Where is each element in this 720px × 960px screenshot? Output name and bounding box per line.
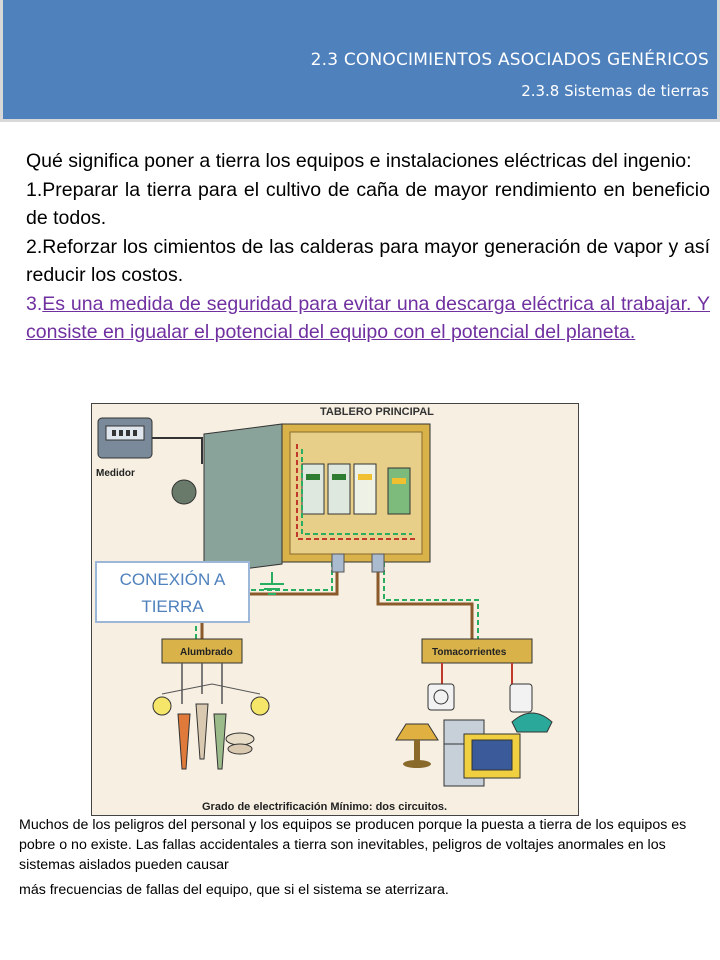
question-block: [26, 147, 710, 347]
option-2-text: Reforzar los cimientos de las calderas para mayor generación de vapor y así reducir los costos.: [26, 235, 710, 286]
panel-door: [204, 424, 282, 574]
meter-icon: [98, 418, 152, 458]
lighting-label: Alumbrado: [180, 647, 233, 658]
option-3-text[interactable]: Es una medida de seguridad para evitar una descarga eléctrica al trabajar. Y consiste en igualar el potencial del equipo con el potencial del planeta.: [26, 292, 710, 343]
option-3-number: 3.: [26, 292, 43, 315]
footer-text-main: Muchos de los peligros del personal y los equipos se producen porque la puesta a tierra de los equipos es pobre o no existe. Las fallas accidentales a tierra son inevitables, peligros de voltajes anormales en los sistemas aislados pueden causar: [19, 817, 687, 873]
breaker-icon: [388, 468, 410, 514]
option-2-number: 2.: [26, 235, 43, 258]
section-subtitle: 2.3.8 Sistemas de tierras: [521, 82, 709, 100]
option-1: [26, 176, 710, 233]
footer-text-last: más frecuencias de fallas del equipo, que si el sistema se aterrizara.: [19, 882, 449, 898]
breaker-icon: [328, 464, 350, 514]
option-1-number: 1.: [26, 178, 43, 201]
option-3-correct-answer[interactable]: [26, 290, 710, 347]
outlet-icon: [510, 684, 532, 712]
breaker-icon: [354, 464, 376, 514]
diagram-caption: Grado de electrificación Mínimo: dos circuitos.: [202, 801, 448, 813]
ground-connection-callout: CONEXIÓN A TIERRA: [95, 561, 250, 623]
slide-header: [0, 0, 720, 122]
option-1-text: Preparar la tierra para el cultivo de caña de mayor rendimiento en beneficio de todos.: [26, 178, 710, 229]
appliance-icons: [396, 713, 552, 786]
meter-label: Medidor: [96, 468, 135, 479]
section-title: 2.3 CONOCIMIENTOS ASOCIADOS GENÉRICOS: [310, 50, 709, 70]
outlet-icon: [428, 684, 454, 710]
option-2: [26, 233, 710, 290]
breaker-icon: [302, 464, 324, 514]
footer-paragraph: [19, 815, 711, 900]
main-switch-icon: [172, 480, 196, 504]
panel-label: TABLERO PRINCIPAL: [320, 406, 434, 418]
lamp-icons: [153, 684, 269, 769]
question-text: Qué significa poner a tierra los equipos e instalaciones eléctricas del ingenio:: [26, 150, 692, 172]
outlets-label: Tomacorrientes: [432, 647, 507, 658]
